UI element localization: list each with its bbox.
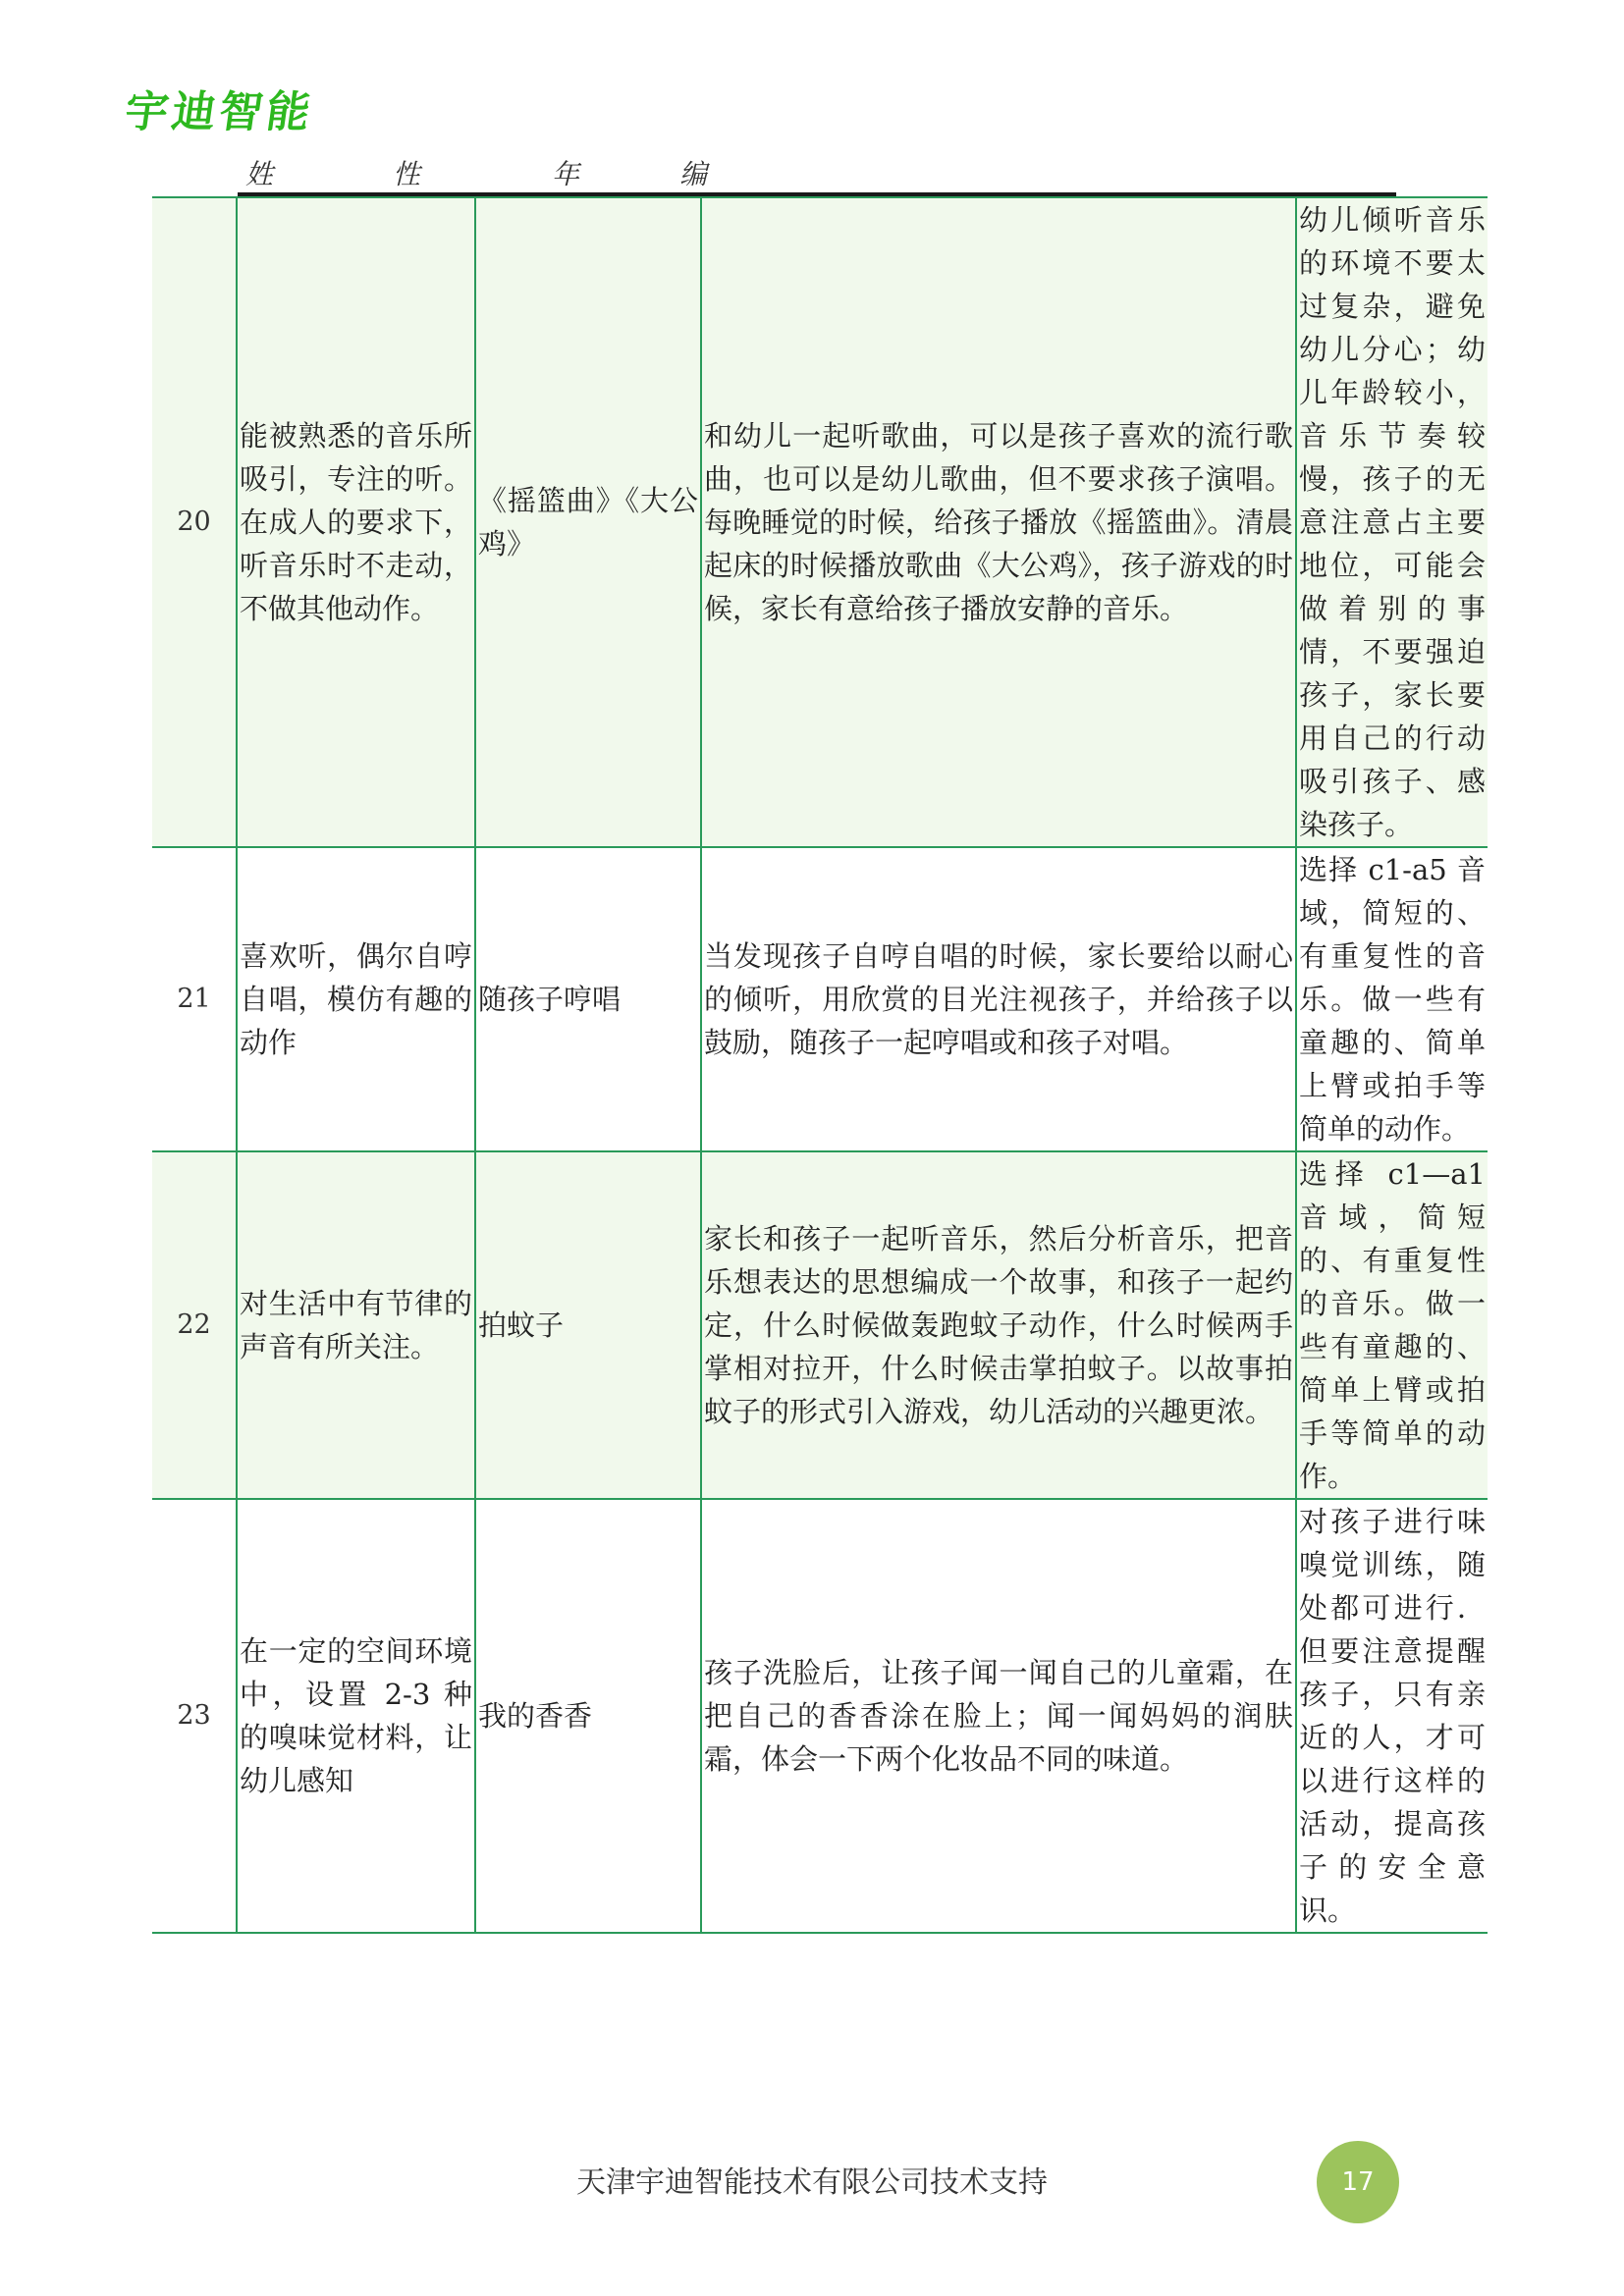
table-row	[152, 1151, 1488, 1499]
row-goal: 喜欢听，偶尔自哼自唱，模仿有趣的动作	[237, 847, 475, 1151]
row-method: 当发现孩子自哼自唱的时候，家长要给以耐心的倾听，用欣赏的目光注视孩子，并给孩子以鼓励，随孩子一起哼唱或和孩子对唱。	[701, 847, 1296, 1151]
row-method: 孩子洗脸后，让孩子闻一闻自己的儿童霜，在把自己的香香涂在脸上；闻一闻妈妈的润肤霜，体会一下两个化妆品不同的味道。	[701, 1499, 1296, 1933]
row-number: 20	[152, 197, 237, 847]
row-note: 选择 c1-a5 音域，简短的、有重复性的音乐。做一些有童趣的、简单上臂或拍手等简单的动作。	[1296, 847, 1488, 1151]
row-activity: 拍蚊子	[475, 1151, 701, 1499]
row-note: 幼儿倾听音乐的环境不要太过复杂，避免幼儿分心；幼儿年龄较小，音乐节奏较慢，孩子的无意注意占主要地位，可能会做着别的事情，不要强迫孩子，家长要用自己的行动吸引孩子、感染孩子。	[1296, 197, 1488, 847]
row-method: 和幼儿一起听歌曲，可以是孩子喜欢的流行歌曲，也可以是幼儿歌曲，但不要求孩子演唱。每晚睡觉的时候，给孩子播放《摇篮曲》。清晨起床的时候播放歌曲《大公鸡》，孩子游戏的时候，家长有意给孩子播放安静的音乐。	[701, 197, 1296, 847]
row-goal: 对生活中有节律的声音有所关注。	[237, 1151, 475, 1499]
page-number: 17	[1317, 2141, 1399, 2223]
header-field-gender: 性	[393, 158, 421, 190]
row-goal: 在一定的空间环境中，设置 2-3 种的嗅味觉材料，让幼儿感知	[237, 1499, 475, 1933]
table-row	[152, 847, 1488, 1151]
company-logo: 宇迪智能	[121, 87, 317, 137]
row-number: 22	[152, 1151, 237, 1499]
row-goal: 能被熟悉的音乐所吸引，专注的听。在成人的要求下，听音乐时不走动，不做其他动作。	[237, 197, 475, 847]
row-activity: 《摇篮曲》《大公鸡》	[475, 197, 701, 847]
row-number: 21	[152, 847, 237, 1151]
row-number: 23	[152, 1499, 237, 1933]
header-field-name: 姓	[245, 158, 274, 190]
table-row	[152, 1499, 1488, 1933]
header-field-age: 年	[552, 158, 580, 190]
header-field-number: 编	[679, 158, 708, 190]
footer-text: 天津宇迪智能技术有限公司技术支持	[576, 2165, 1048, 2200]
table-row	[152, 197, 1488, 847]
row-method: 家长和孩子一起听音乐，然后分析音乐，把音乐想表达的思想编成一个故事，和孩子一起约定，什么时候做轰跑蚊子动作，什么时候两手掌相对拉开，什么时候击掌拍蚊子。以故事拍蚊子的形式引入游戏，幼儿活动的兴趣更浓。	[701, 1151, 1296, 1499]
row-note: 对孩子进行味嗅觉训练，随处都可进行．但要注意提醒孩子，只有亲近的人，才可以进行这样的活动，提高孩子的安全意识。	[1296, 1499, 1488, 1933]
row-activity: 我的香香	[475, 1499, 701, 1933]
activity-table	[152, 196, 1488, 1934]
row-activity: 随孩子哼唱	[475, 847, 701, 1151]
row-note: 选择 c1—a1 音域，简短的、有重复性的音乐。做一些有童趣的、简单上臂或拍手等简单的动作。	[1296, 1151, 1488, 1499]
